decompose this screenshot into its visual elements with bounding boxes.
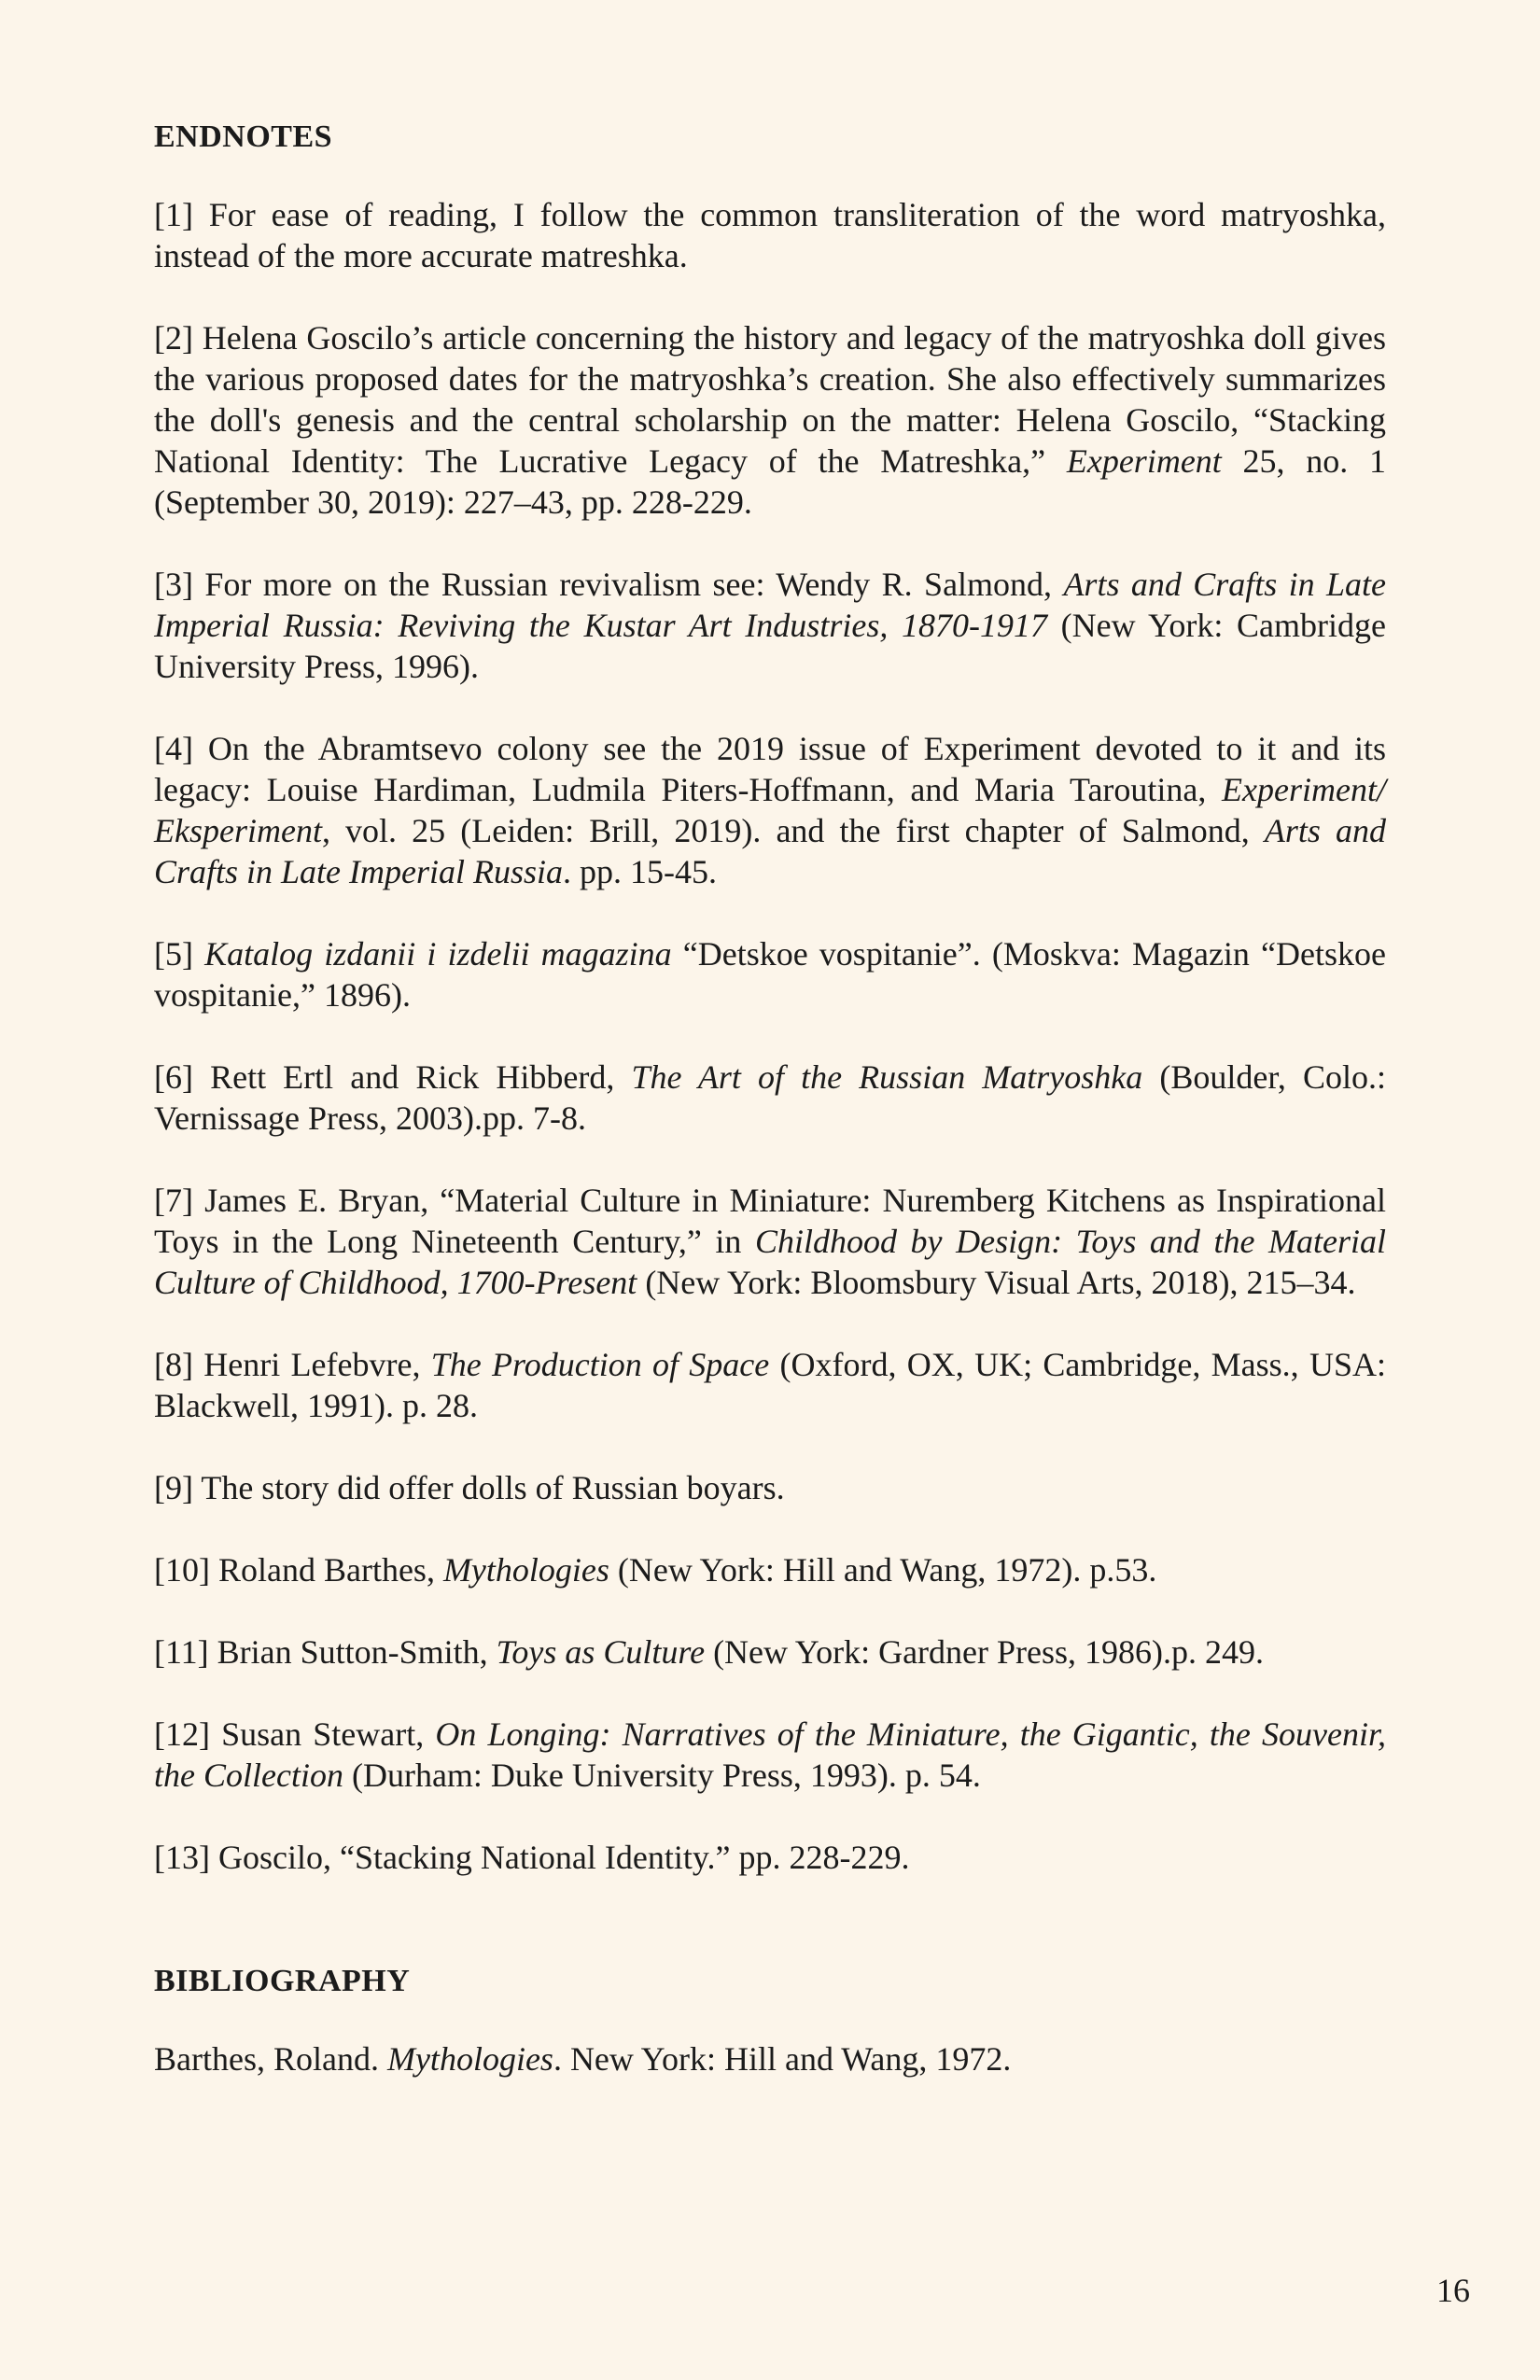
note-text: . pp. 15-45. — [563, 853, 718, 890]
italic-title: Mythologies — [386, 2040, 553, 2078]
endnote-item — [154, 1180, 1386, 1303]
note-text: [4] On the Abramtsevo colony see the 2019 issue of Experiment devoted to it and its legacy: Louise Hardiman, Ludmila Piters-Hoffmann, and Maria Taroutina, — [154, 730, 1386, 808]
endnote-item — [154, 194, 1386, 276]
note-text: [12] Susan Stewart, — [154, 1715, 436, 1753]
endnote-item — [154, 1467, 1386, 1508]
note-text: (Boulder, Colo.: Vernissage Press, 2003).pp. 7-8. — [154, 1058, 1387, 1137]
endnote-item — [154, 1837, 1386, 1878]
endnotes-heading: ENDNOTES — [154, 119, 333, 154]
endnote-item — [154, 1714, 1386, 1796]
endnote-item — [154, 1549, 1386, 1590]
note-text: [10] Roland Barthes, — [154, 1551, 443, 1589]
document-page — [154, 118, 1386, 2121]
italic-title: Experiment — [1066, 442, 1222, 480]
endnote-item — [154, 317, 1386, 523]
italic-title: Experiment/ Eksperiment — [154, 771, 1386, 849]
italic-title: The Production of Space — [430, 1346, 770, 1383]
note-text: (New York: Bloomsbury Visual Arts, 2018), 215–34. — [637, 1264, 1356, 1301]
note-text: [2] Helena Goscilo’s article concerning the history and legacy of the matryoshka doll gives the various proposed dates for the matryoshka’s creation. She also effectively summarizes the doll's genesis and the central scholarship on the matter: Helena Goscilo, “Stacking National Identity: The Lucrative Legacy of the Matreshka,” — [154, 319, 1386, 480]
endnotes-list — [154, 194, 1386, 1878]
note-text: (Oxford, OX, UK; Cambridge, Mass., USA: Blackwell, 1991). p. 28. — [154, 1346, 1386, 1424]
italic-title: On Longing: Narratives of the Miniature, the Gigantic, the Souvenir, the Collection — [154, 1715, 1386, 1794]
italic-title: Arts and Crafts in Late Imperial Russia — [154, 812, 1386, 890]
note-text: [3] For more on the Russian revivalism see: Wendy R. Salmond, — [154, 566, 1064, 603]
italic-title: Arts and Crafts in Late Imperial Russia: Reviving the Kustar Art Industries, 1870-1917 — [154, 566, 1386, 644]
endnote-item — [154, 1631, 1386, 1673]
italic-title: Katalog izdanii i izdelii magazina — [204, 935, 672, 973]
note-text: 25, no. 1 (September 30, 2019): 227–43, pp. 228-229. — [154, 442, 1386, 521]
endnote-item — [154, 1057, 1386, 1139]
bibliography-list — [154, 2038, 1386, 2079]
note-text: [8] Henri Lefebvre, — [154, 1346, 431, 1383]
endnote-item — [154, 1344, 1386, 1426]
italic-title: The Art of the Russian Matryoshka — [631, 1058, 1143, 1096]
note-text: [6] Rett Ertl and Rick Hibberd, — [154, 1058, 632, 1096]
endnote-item — [154, 564, 1386, 687]
note-text: . New York: Hill and Wang, 1972. — [553, 2040, 1012, 2078]
endnote-item — [154, 933, 1386, 1015]
bibliography-entry — [154, 2038, 1386, 2079]
note-text: [9] The story did offer dolls of Russian boyars. — [154, 1469, 785, 1506]
endnote-item — [154, 728, 1386, 892]
note-text: [5] — [154, 935, 205, 973]
italic-title: Toys as Culture — [496, 1633, 706, 1671]
note-text: (Durham: Duke University Press, 1993). p. 54. — [343, 1757, 981, 1794]
note-text: (New York: Cambridge University Press, 1996). — [154, 607, 1386, 685]
note-text: [11] Brian Sutton-Smith, — [154, 1633, 497, 1671]
note-text: [13] Goscilo, “Stacking National Identity.” pp. 228-229. — [154, 1839, 910, 1876]
note-text: “Detskoe vospitanie”. (Moskva: Magazin “Detskoe vospitanie,” 1896). — [154, 935, 1386, 1014]
bibliography-heading: BIBLIOGRAPHY — [154, 1964, 411, 1998]
note-text: , vol. 25 (Leiden: Brill, 2019). and the first chapter of Salmond, — [321, 812, 1265, 849]
note-text: [7] James E. Bryan, “Material Culture in Miniature: Nuremberg Kitchens as Inspirational Toys in the Long Nineteenth Century,” in — [154, 1182, 1386, 1260]
note-text: [1] For ease of reading, I follow the common transliteration of the word matryoshka, instead of the more accurate matreshka. — [154, 196, 1386, 274]
note-text: (New York: Hill and Wang, 1972). p.53. — [609, 1551, 1157, 1589]
page-number: 16 — [1436, 2272, 1470, 2309]
note-text: Barthes, Roland. — [154, 2040, 387, 2078]
italic-title: Childhood by Design: Toys and the Material Culture of Childhood, 1700-Present — [154, 1223, 1386, 1301]
italic-title: Mythologies — [442, 1551, 609, 1589]
note-text: (New York: Gardner Press, 1986).p. 249. — [705, 1633, 1265, 1671]
